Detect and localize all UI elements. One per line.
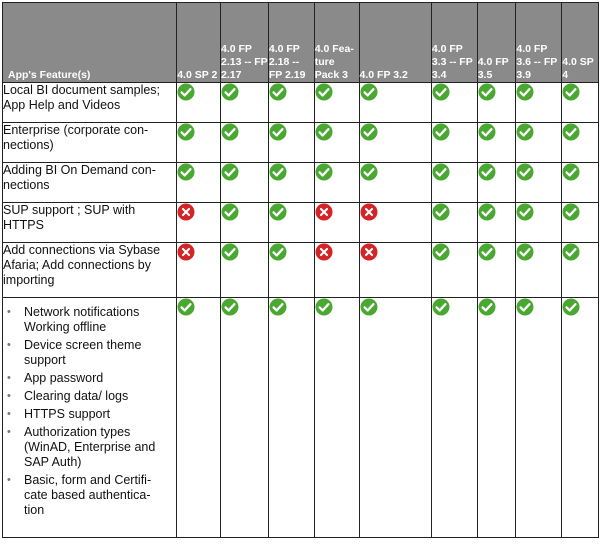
status-cell [314, 298, 359, 538]
check-icon [562, 83, 580, 101]
cross-icon [360, 243, 378, 261]
bullet-icon: • [7, 474, 11, 486]
header-version: 4.0 FP 2.18 -- FP 2.19 [268, 3, 314, 83]
status-cell [477, 298, 516, 538]
list-item [3, 338, 172, 368]
status-cell [314, 163, 359, 203]
check-icon [221, 243, 239, 261]
status-cell [221, 83, 269, 123]
list-item-text: Network notifications Working offline [24, 305, 140, 334]
check-icon [269, 163, 287, 181]
check-icon [432, 83, 450, 101]
table-row [3, 123, 599, 163]
status-cell [562, 243, 599, 298]
status-cell [359, 203, 431, 243]
status-cell [314, 123, 359, 163]
status-cell [268, 163, 314, 203]
bullet-icon: • [7, 372, 11, 384]
check-icon [360, 123, 378, 141]
header-version: 4.0 FP 3.6 -- FP 3.9 [516, 3, 562, 83]
feature-cell: Add connections via Sybase Afaria; Add connections by importing [3, 243, 177, 298]
table-row [3, 163, 599, 203]
check-icon [360, 83, 378, 101]
check-icon [221, 163, 239, 181]
check-icon [478, 123, 496, 141]
status-cell [516, 243, 562, 298]
status-cell [477, 203, 516, 243]
header-version: 4.0 SP 4 [562, 3, 599, 83]
check-icon [221, 83, 239, 101]
list-item-text: HTTPS support [24, 407, 111, 421]
header-version: 4.0 SP 2 [177, 3, 221, 83]
check-icon [177, 298, 195, 316]
status-cell [268, 203, 314, 243]
status-cell [359, 123, 431, 163]
status-cell [314, 243, 359, 298]
check-icon [516, 203, 534, 221]
cross-icon [360, 203, 378, 221]
check-icon [516, 298, 534, 316]
cross-icon [177, 243, 195, 261]
status-cell [177, 83, 221, 123]
list-item-text: Device screen theme support [24, 338, 142, 367]
status-cell [516, 203, 562, 243]
status-cell [221, 203, 269, 243]
feature-compatibility-table [2, 2, 599, 538]
status-cell [516, 123, 562, 163]
list-item [3, 473, 172, 518]
status-cell [516, 298, 562, 538]
status-cell [268, 243, 314, 298]
header-version: 4.0 FP 3.2 [359, 3, 431, 83]
check-icon [315, 298, 333, 316]
feature-cell: Adding BI On Demand con- nections [3, 163, 177, 203]
header-version: 4.0 FP 3.3 -- FP 3.4 [431, 3, 477, 83]
feature-bullet-list [3, 301, 172, 523]
status-cell [221, 123, 269, 163]
check-icon [315, 83, 333, 101]
list-item [3, 407, 172, 422]
status-cell [314, 83, 359, 123]
list-item [3, 389, 172, 404]
bullet-icon: • [7, 426, 11, 438]
feature-cell: SUP support ; SUP with HTTPS [3, 203, 177, 243]
check-icon [478, 163, 496, 181]
check-icon [432, 123, 450, 141]
table-body [3, 83, 599, 538]
status-cell [359, 163, 431, 203]
check-icon [315, 163, 333, 181]
status-cell [477, 123, 516, 163]
check-icon [478, 298, 496, 316]
list-item-text: Authorization types (WinAD, Enterprise and SAP Auth) [24, 425, 156, 469]
check-icon [221, 123, 239, 141]
table-row [3, 298, 599, 538]
status-cell [268, 298, 314, 538]
status-cell [431, 163, 477, 203]
status-cell [177, 123, 221, 163]
list-item-text: Clearing data/ logs [24, 389, 129, 403]
check-icon [269, 298, 287, 316]
status-cell [562, 83, 599, 123]
status-cell [314, 203, 359, 243]
check-icon [360, 163, 378, 181]
cross-icon [315, 243, 333, 261]
check-icon [177, 123, 195, 141]
status-cell [562, 163, 599, 203]
check-icon [432, 203, 450, 221]
status-cell [359, 83, 431, 123]
bullet-icon: • [7, 390, 11, 402]
status-cell [431, 203, 477, 243]
check-icon [269, 203, 287, 221]
list-item-text: Basic, form and Certifi- cate based authentica- tion [24, 473, 152, 517]
feature-cell: Enterprise (corporate con- nections) [3, 123, 177, 163]
header-version: 4.0 FP 3.5 [477, 3, 516, 83]
status-cell [359, 298, 431, 538]
check-icon [562, 298, 580, 316]
status-cell [177, 243, 221, 298]
check-icon [516, 163, 534, 181]
check-icon [562, 163, 580, 181]
cross-icon [315, 203, 333, 221]
status-cell [431, 298, 477, 538]
list-item [3, 305, 172, 335]
status-cell [516, 83, 562, 123]
check-icon [478, 243, 496, 261]
check-icon [516, 123, 534, 141]
check-icon [221, 298, 239, 316]
check-icon [269, 83, 287, 101]
bullet-icon: • [7, 408, 11, 420]
list-item [3, 371, 172, 386]
check-icon [516, 83, 534, 101]
status-cell [221, 243, 269, 298]
check-icon [269, 243, 287, 261]
status-cell [177, 203, 221, 243]
status-cell [562, 203, 599, 243]
check-icon [315, 123, 333, 141]
status-cell [477, 83, 516, 123]
header-version: 4.0 FP 2.13 -- FP 2.17 [221, 3, 269, 83]
table-row [3, 83, 599, 123]
list-item [3, 425, 172, 470]
cross-icon [177, 203, 195, 221]
status-cell [477, 243, 516, 298]
check-icon [478, 83, 496, 101]
header-row [3, 3, 599, 83]
check-icon [478, 203, 496, 221]
header-feature: App's Feature(s) [3, 3, 177, 83]
status-cell [268, 123, 314, 163]
list-item-text: App password [24, 371, 104, 385]
status-cell [562, 123, 599, 163]
header-version: 4.0 Fea- ture Pack 3 [314, 3, 359, 83]
status-cell [359, 243, 431, 298]
check-icon [516, 243, 534, 261]
check-icon [432, 243, 450, 261]
check-icon [269, 123, 287, 141]
status-cell [177, 163, 221, 203]
status-cell [431, 123, 477, 163]
status-cell [268, 83, 314, 123]
status-cell [221, 163, 269, 203]
check-icon [562, 243, 580, 261]
check-icon [432, 163, 450, 181]
check-icon [360, 298, 378, 316]
feature-list-cell [3, 298, 177, 538]
bullet-icon: • [7, 306, 11, 318]
status-cell [477, 163, 516, 203]
feature-cell: Local BI document samples; App Help and Videos [3, 83, 177, 123]
status-cell [516, 163, 562, 203]
check-icon [221, 203, 239, 221]
status-cell [177, 298, 221, 538]
status-cell [221, 298, 269, 538]
check-icon [562, 203, 580, 221]
status-cell [562, 298, 599, 538]
table-row [3, 203, 599, 243]
bullet-icon: • [7, 339, 11, 351]
check-icon [562, 123, 580, 141]
check-icon [432, 298, 450, 316]
table-row [3, 243, 599, 298]
check-icon [177, 163, 195, 181]
status-cell [431, 243, 477, 298]
check-icon [177, 83, 195, 101]
status-cell [431, 83, 477, 123]
